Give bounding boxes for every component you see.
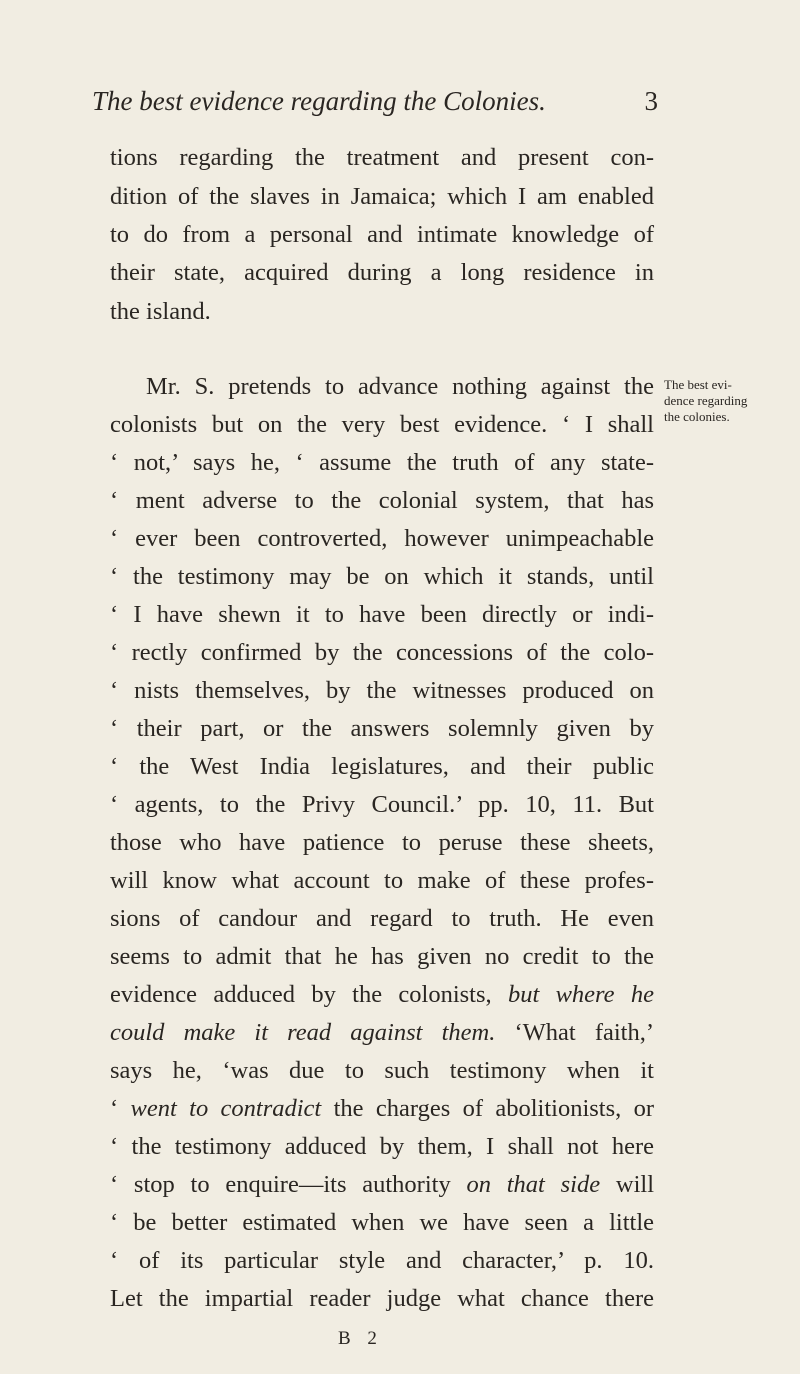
text-segment: ‘What faith,’: [514, 1019, 654, 1046]
running-head-title: The best evidence regarding the Colonies.: [92, 86, 546, 116]
marginal-note-line: the colonies.: [664, 409, 730, 424]
text-line: dition of the slaves in Jamaica; which I am enabled: [110, 183, 654, 210]
text-segment: the charges of abolitionists, or: [333, 1095, 654, 1122]
text-line: sions of candour and regard to truth. He even: [110, 905, 654, 932]
text-line: tions regarding the treatment and present con-: [110, 144, 654, 171]
signature-mark: B 2: [338, 1328, 383, 1349]
text-segment: will: [615, 1171, 655, 1198]
italic-segment: went to contradict: [130, 1095, 322, 1122]
text-line: ‘ I have shewn it to have been directly or indi-: [110, 601, 654, 628]
text-line: ‘ the testimony adduced by them, I shall not here: [110, 1133, 654, 1160]
text-segment: ‘ stop to enquire—its authority: [110, 1171, 451, 1198]
text-line: their state, acquired during a long residence in: [110, 259, 654, 286]
text-line: seems to admit that he has given no credit to the: [110, 943, 654, 970]
marginal-note: [664, 377, 796, 425]
text-line: Mr. S. pretends to advance nothing against the: [146, 373, 654, 400]
text-line: Let the impartial reader judge what chance there: [110, 1285, 654, 1312]
text-line: ‘ not,’ says he, ‘ assume the truth of any state-: [110, 449, 654, 476]
text-line: colonists but on the very best evidence. ‘ I shall: [110, 411, 654, 438]
text-line: to do from a personal and intimate knowledge of: [110, 221, 654, 248]
text-line: ‘ agents, to the Privy Council.’ pp. 10, 11. But: [110, 791, 654, 818]
text-line: says he, ‘was due to such testimony when it: [110, 1057, 654, 1084]
text-line: those who have patience to peruse these sheets,: [110, 829, 654, 856]
marginal-note-line: dence regarding: [664, 393, 748, 408]
page-number: 3: [644, 86, 658, 116]
text-line: ‘ be better estimated when we have seen a little: [110, 1209, 654, 1236]
text-segment: ‘: [110, 1095, 119, 1122]
text-line: ‘ rectly confirmed by the concessions of the colo-: [110, 639, 654, 666]
italic-segment: on that side: [466, 1171, 601, 1198]
italic-segment: could make it read against them.: [110, 1019, 496, 1046]
text-line: the island.: [110, 298, 211, 325]
text-line: ‘ nists themselves, by the witnesses produced on: [110, 677, 654, 704]
text-line: [110, 1170, 654, 1200]
text-line: ‘ their part, or the answers solemnly given by: [110, 715, 654, 742]
text-line: ‘ ment adverse to the colonial system, that has: [110, 487, 654, 514]
running-head: [92, 86, 658, 126]
text-line: ‘ ever been controverted, however unimpeachable: [110, 525, 654, 552]
marginal-note-line: The best evi-: [664, 377, 732, 392]
text-segment: evidence adduced by the colonists,: [110, 981, 492, 1008]
text-line: [110, 1094, 654, 1124]
text-line: [110, 980, 654, 1010]
text-line: ‘ of its particular style and character,’ p. 10.: [110, 1247, 654, 1274]
text-line: ‘ the testimony may be on which it stands, until: [110, 563, 654, 590]
text-line: ‘ the West India legislatures, and their public: [110, 753, 654, 780]
text-line: [110, 1018, 654, 1048]
text-line: will know what account to make of these profes-: [110, 867, 654, 894]
italic-segment: but where he: [507, 981, 654, 1008]
